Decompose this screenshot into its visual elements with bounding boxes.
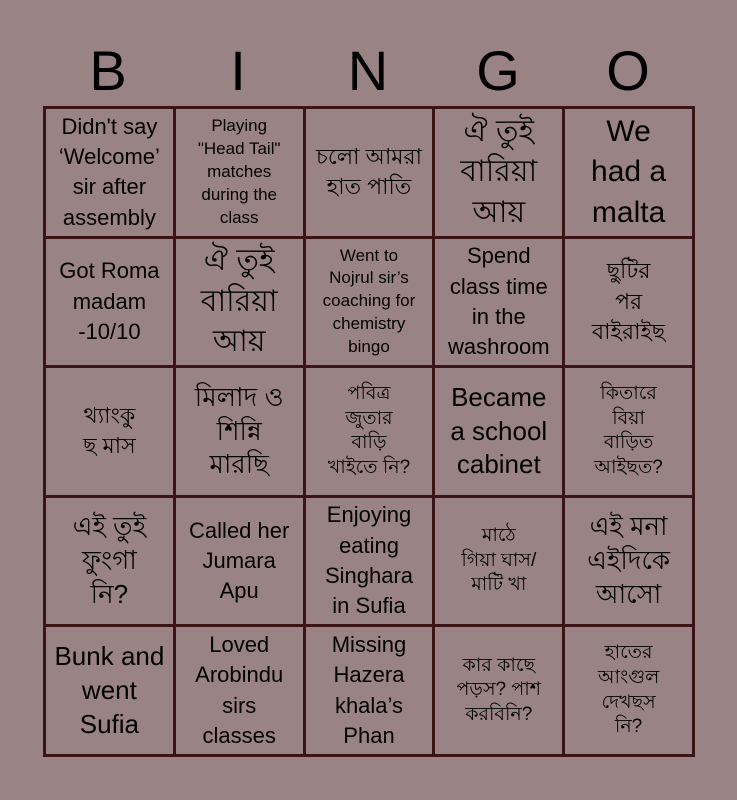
cell-text: ঐ তুই বারিয়া আয় [200,244,278,359]
cell-text: এই মনা এইদিকে আসো [587,511,671,609]
header-letter-b: B [89,39,127,102]
cell-text: Spend class time in the washroom [448,243,550,360]
cell-text: হাতের আংগুল দেখছস নি? [597,642,660,738]
bingo-cell-r3-c1[interactable] [46,368,173,495]
cell-text: Called her Jumara Apu [189,517,290,604]
bingo-cell-r1-c3[interactable] [306,109,433,236]
bingo-cell-r2-c2[interactable] [176,239,303,366]
bingo-cell-r5-c2[interactable] [176,627,303,754]
cell-text: চলো আমরা হাত পাতি [316,143,422,200]
bingo-cell-r2-c5[interactable] [565,239,692,366]
bingo-cell-r5-c5[interactable] [565,627,692,754]
cell-text: মিলাদ ও শিন্নি মারছি [194,381,284,480]
bingo-header [43,40,693,102]
bingo-grid [43,106,695,757]
bingo-cell-r1-c2[interactable] [176,109,303,236]
cell-text: Didn't say ‘Welcome’ sir after assembly [58,113,160,230]
bingo-cell-r1-c4[interactable] [435,109,562,236]
header-letter-i: I [230,39,246,102]
cell-text: ছুটির পর বাইরাইছ [591,258,666,345]
header-letter-g: G [476,39,520,102]
cell-text: Became a school cabinet [450,381,548,480]
cell-text: Bunk and went Sufia [54,640,165,739]
bingo-cell-r2-c1[interactable] [46,239,173,366]
cell-text: পবিত্র জুতার বাড়ি খাইতে নি? [327,383,411,479]
header-letter-n: N [347,39,389,102]
cell-text: We had a malta [591,114,667,229]
cell-text: Loved Arobindu sirs classes [195,631,284,749]
cell-text: কার কাছে পড়স? পাশ করবিনি? [456,654,542,726]
cell-text: থ্যাংকু ছ মাস [83,403,136,459]
cell-text: ঐ তুই বারিয়া আয় [460,114,538,229]
bingo-cell-r3-c5[interactable] [565,368,692,495]
bingo-cell-r3-c4[interactable] [435,368,562,495]
cell-text: মাঠে গিয়া ঘাস/ মাটি খা [461,525,537,596]
bingo-cell-r1-c1[interactable] [46,109,173,236]
bingo-cell-r4-c1[interactable] [46,498,173,625]
cell-text: এই তুই ফুংগা নি? [72,511,147,609]
cell-text: Went to Nojrul sir’s coaching for chemistry bingo [322,245,416,357]
bingo-cell-r3-c3[interactable] [306,368,433,495]
cell-text: Playing "Head Tail" matches during the class [197,115,281,227]
bingo-cell-r4-c2[interactable] [176,498,303,625]
bingo-cell-r1-c5[interactable] [565,109,692,236]
cell-text: কিতারে বিয়া বাড়িত আইছত? [594,383,663,479]
cell-text: Got Roma madam -10/10 [59,258,160,345]
bingo-cell-r4-c4[interactable] [435,498,562,625]
bingo-cell-r4-c5[interactable] [565,498,692,625]
bingo-cell-r5-c1[interactable] [46,627,173,754]
bingo-cell-r2-c3[interactable] [306,239,433,366]
cell-text: Enjoying eating Singhara in Sufia [324,502,414,619]
cell-text: Missing Hazera khala’s Phan [331,631,407,749]
bingo-cell-r5-c3[interactable] [306,627,433,754]
bingo-cell-r3-c2[interactable] [176,368,303,495]
bingo-cell-r5-c4[interactable] [435,627,562,754]
header-letter-o: O [606,39,650,102]
bingo-cell-r4-c3[interactable] [306,498,433,625]
bingo-cell-r2-c4[interactable] [435,239,562,366]
